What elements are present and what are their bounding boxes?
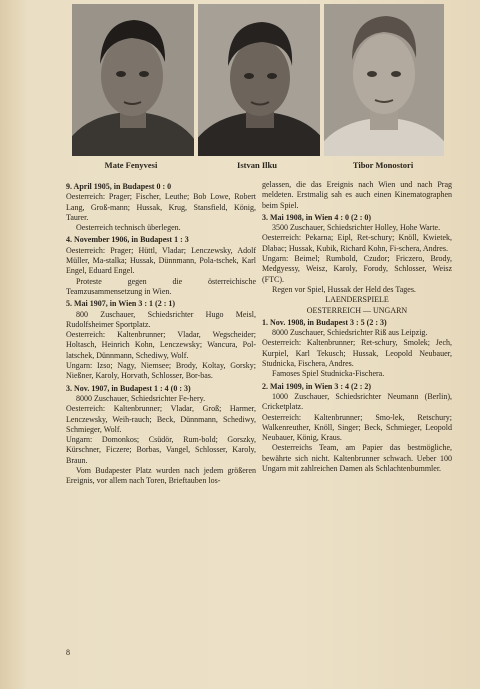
left-text-column (66, 180, 256, 487)
paragraph: Oesterreich: Kaltenbrunner; Vladar, Groß; Harmer, Lenczewsky, Weih-rauch; Beck, Dünnmann, Schediwy, Schmieger, Wolf. (66, 404, 256, 434)
paragraph: Famoses Spiel Studnicka-Fischera. (272, 369, 385, 379)
portrait-photo-1 (72, 4, 194, 156)
match-heading: 1. Nov. 1908, in Budapest 3 : 5 (2 : 3) (262, 317, 387, 327)
match-heading: 3. Nov. 1907, in Budapest 1 : 4 (0 : 3) (66, 383, 191, 393)
paragraph: Proteste gegen die österreichische Teamzusammensetzung in Wien. (66, 276, 256, 296)
paragraph: 8000 Zuschauer, Schiedsrichter Riß aus Leipzig. (272, 328, 428, 338)
paragraph: Oesterreich: Pekarna; Eipl, Ret-schury; Knöll, Kwietek, Dlabac; Hussak, Kubik, Richard Kohn, Fi-schera, Andres. (262, 233, 452, 253)
paragraph: Ungarn: Izso; Nagy, Niemsee; Brody, Koltay, Gorsky; Nießner, Karoly, Horvath, Schlosser, Bor-bas. (66, 361, 256, 381)
paragraph: Oesterreich: Kaltenbrunner; Smo-lek, Retschury; Walkenreuther, Knöll, Singer; Beck, Schmieger, Leopold Neubauer, König, Kraus. (262, 412, 452, 443)
paragraph: 3500 Zuschauer, Schiedsrichter Holley, Hohe Warte. (272, 223, 441, 233)
match-heading: 2. Mai 1909, in Wien 3 : 4 (2 : 2) (262, 381, 372, 391)
portrait-photo-3 (324, 4, 444, 156)
paragraph: 1000 Zuschauer, Schiedsrichter Neumann (Berlin), Cricketplatz. (262, 391, 452, 412)
paragraph: Ungarn: Beimel; Rumbold, Czudor; Friczero, Brody, Medgyessy, Weisz, Karoly, Forody, Schlosser, Weisz (FTC). (262, 254, 452, 284)
photo-caption-2: Istvan Ilku (237, 160, 277, 170)
paragraph: Oesterreich technisch überlegen. (76, 223, 181, 233)
section-title: OESTERREICH — UNGARN (306, 305, 408, 315)
paragraph: Ungarn: Domonkos; Csüdör, Rum-bold; Gorszky, Kürschner, Ficzere; Borbas, Vangel, Schlosser, Karoly, Braun. (66, 435, 256, 465)
paragraph: Oesterreich: Kaltenbrunner; Ret-schury, Smolek; Jech, Kurpiel, Karl Tekusch; Hussak, Leopold Neubauer, Studnicka, Fischera, Andres. (262, 338, 452, 369)
paragraph: 800 Zuschauer, Schiedsrichter Hugo Meisl, Rudolfsheimer Sportplatz. (66, 309, 256, 329)
photo-caption-3: Tibor Monostori (352, 160, 414, 170)
paragraph: 8000 Zuschauer, Schiedsrichter Fe-hery. (76, 393, 206, 403)
paragraph: Oesterreichs Team, am Papier das bestmögliche, bewährte sich nicht. Kaltenbrunner schwach. Ueber 100 Ungarn mit zahlreichen Damen als Schlachtenbummler. (262, 443, 452, 474)
match-heading: 9. April 1905, in Budapest 0 : 0 (66, 182, 172, 191)
photo-strip (72, 4, 444, 156)
portrait-photo-2 (198, 4, 320, 156)
paragraph: Regen vor Spiel, Hussak der Held des Tages. (272, 284, 416, 294)
match-heading: 3. Mai 1908, in Wien 4 : 0 (2 : 0) (262, 212, 372, 222)
page-number: 8 (66, 648, 70, 657)
paragraph: Vom Budapester Platz wurden nach jedem größeren Ereignis, vor allem nach Toren, Brieftauben los- (66, 466, 256, 486)
match-heading: 5. Mai 1907, in Wien 3 : 1 (2 : 1) (66, 299, 176, 309)
photo-caption-1: Mate Fenyvesi (104, 160, 158, 170)
right-text-column (262, 180, 452, 474)
paragraph: Oesterreich: Prager; Fischer, Leuthe; Bob Lowe, Robert Lang, Groß-mann; Hussak, Krug, Stansfield, König, Taurer. (66, 192, 256, 222)
section-title: LAENDERSPIELE (325, 295, 389, 305)
paragraph: Oesterreich: Kaltenbrunner; Vladar, Wegscheider; Holtasch, Heinrich Kohn, Lenczewsky; Wancura, Pol-latschek, Dünnmann, Schediwy, Wolf. (66, 330, 256, 360)
match-heading: 4. November 1906, in Budapest 1 : 3 (66, 235, 189, 245)
paragraph: gelassen, die das Ereignis nach Wien und nach Prag meldeten. Erstmalig sah es auch einen Kinematographen beim Spiel. (262, 180, 452, 210)
paragraph: Oesterreich: Prager; Hüttl, Vladar; Lenczewsky, Adolf Müller, Ma-stalka; Hussak, Dünnmann, Pola-tschek, Karl Engel, Eduard Engel. (66, 245, 256, 276)
